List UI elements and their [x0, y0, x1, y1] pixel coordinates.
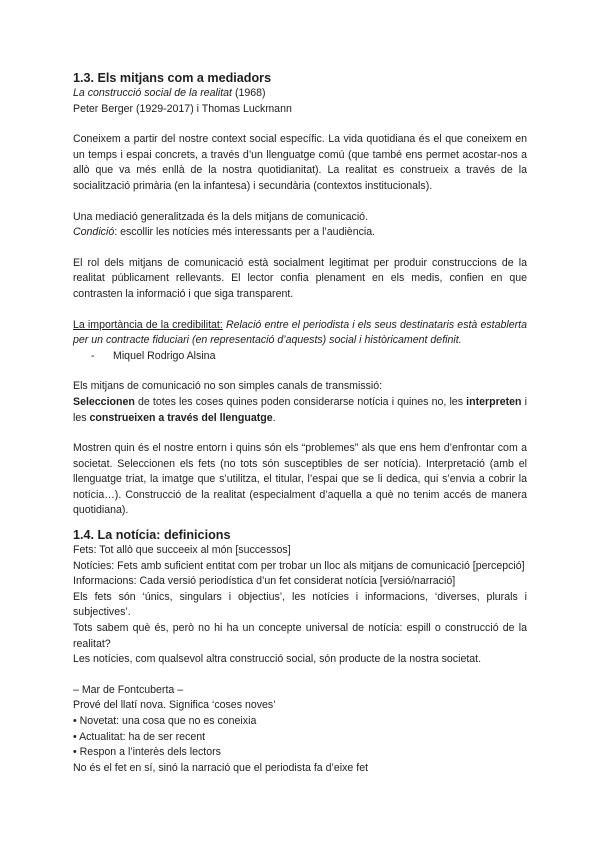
definition-line: Informacions: Cada versió periodística d’un fet considerat notícia [versió/narració]: [73, 575, 456, 588]
book-citation: [73, 86, 527, 102]
fontcuberta-closing: No és el fet en sí, sinó la narració que el periodista fa d’eixe fet: [73, 761, 369, 774]
section-heading-1-4: 1.4. La notícia: definicions: [73, 528, 231, 543]
condition-label: Condició: [73, 226, 115, 239]
definition-line: Els fets són ‘únics, singulars i objectius’, les notícies i informacions, ‘diverses, plurals i subjectives’.: [73, 590, 527, 619]
paragraph-select: [73, 395, 527, 426]
list-item: • Respon a l’interès dels lectors: [73, 746, 221, 759]
select-text-3: .: [272, 411, 276, 424]
quote-author-item: [73, 349, 527, 365]
book-title: La construcció social de la realitat: [73, 87, 232, 99]
credibility-quote: Relació entre el periodista i els seus destinataris està establerta per un contracte fiduciari (en representació d’aquests) social i històricament definit.: [73, 318, 527, 347]
condition-text: : escollir les notícies més interessants per a l’audiència.: [114, 226, 376, 239]
paragraph-role: El rol dels mitjans de comunicació està socialment legitimat per produir construccions de la realitat públicament rellevants. El lector confia plenament en els medis, confien en que contrasten la informació i que siga transparent.: [73, 256, 527, 300]
paragraph-mediation: Una mediació generalitzada és la dels mitjans de comunicació.: [73, 210, 369, 223]
paragraph-channels: Els mitjans de comunicació no son simples canals de transmissió:: [73, 380, 383, 393]
list-item: • Novetat: una cosa que no es coneixia: [73, 715, 257, 727]
definition-line: Notícies: Fets amb suficient entitat com per trobar un lloc als mitjans de comunicació [percepció]: [73, 559, 525, 572]
definition-line: Tots sabem què és, però no hi ha un concepte universal de notícia: espill o construcció de la realitat?: [73, 622, 527, 650]
list-item: • Actualitat: ha de ser recent: [73, 730, 206, 743]
paragraph-environment: Mostren quin és el nostre entorn i quins són els “problemes” als que ens hem d’enfrontar com a societat. Seleccionen els fets (no tots són susceptibles de ser notícia). Interpretació (amb el llenguatge triat, la imatge que s’utilitza, el titular, l’espai que se li dedica, qui s’envia a cobrir la notícia…). Construcció de la realitat (especialment d’aquella a què no tenim accés de manera quotidiana).: [73, 442, 527, 517]
quote-author: Miquel Rodrigo Alsina: [113, 349, 216, 362]
select-text-2: i les: [73, 395, 528, 424]
select-text-1: de totes les coses quines poden considerarse notícia i quines no, les: [134, 395, 467, 408]
definition-line: Fets: Tot allò que succeeix al món [successos]: [73, 544, 291, 557]
dash-bullet: -: [91, 349, 95, 362]
paragraph-credibility: [73, 318, 527, 349]
paragraph-condition: [73, 225, 527, 241]
definition-line: Les notícies, com qualsevol altra construcció social, són producte de la nostra societat.: [73, 653, 482, 666]
bold-construeixen: construeixen a través del llenguatge: [89, 411, 273, 424]
fontcuberta-title: – Mar de Fontcuberta –: [73, 683, 184, 696]
paragraph-context: Coneixem a partir del nostre context social específic. La vida quotidiana és el que coneixem en un temps i espai concrets, a través d’un llenguatge comú (que també ens permet acostar-nos a allò que va més enllà de la nostra quotidianitat). La realitat es construeix a través de la socialització primària (en la infantesa) i secundària (contextos institucionals).: [73, 133, 527, 192]
bold-interpreten: interpreten: [466, 395, 522, 408]
bold-seleccionen: Seleccionen: [73, 395, 135, 408]
fontcuberta-origin: Prové del llatí nova. Significa ‘coses noves’: [73, 699, 276, 712]
authors-line: Peter Berger (1929-2017) i Thomas Luckmann: [73, 102, 292, 115]
section-heading-1-3: 1.3. Els mitjans com a mediadors: [73, 71, 272, 85]
book-year: (1968): [232, 87, 266, 99]
credibility-label: La importància de la credibilitat:: [73, 318, 223, 331]
